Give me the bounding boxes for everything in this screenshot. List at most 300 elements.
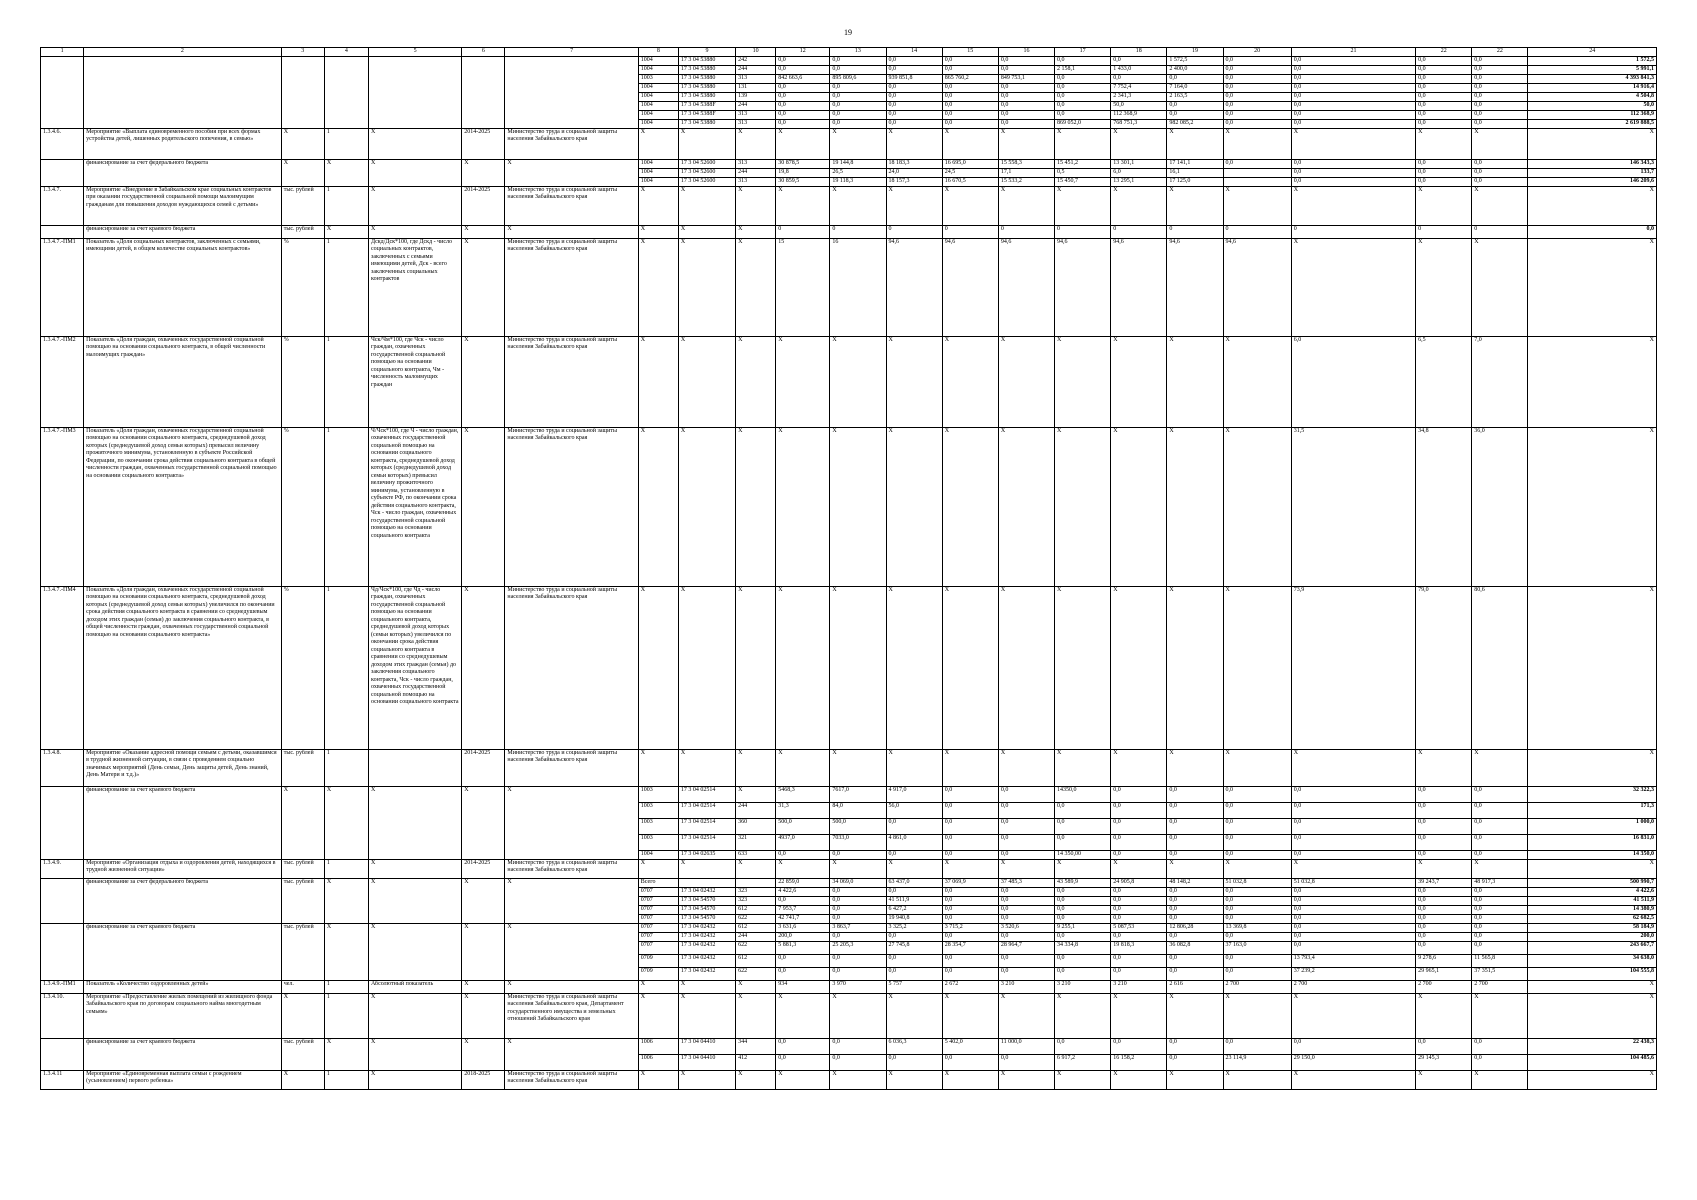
value-cell: Х — [678, 993, 735, 1038]
value-cell: 612 — [736, 954, 776, 967]
value-cell: 5 881,3 — [776, 941, 830, 954]
value-cell: Х — [830, 586, 886, 749]
value-cell: 0,0 — [942, 932, 998, 941]
row-unit: тыс. рублей — [281, 878, 324, 923]
total-cell: 4 504,8 — [1528, 92, 1657, 101]
row-unit: тыс. рублей — [281, 1038, 324, 1070]
value-cell: 17 3 04 02635 — [678, 850, 735, 859]
value-cell: Х — [678, 586, 735, 749]
value-cell: Х — [1111, 586, 1167, 749]
value-cell: Х — [678, 238, 735, 336]
total-cell: 14 380,9 — [1528, 905, 1657, 914]
value-cell: 0,0 — [1416, 110, 1472, 119]
value-cell: 0,0 — [1472, 818, 1528, 834]
value-cell: 934 — [776, 980, 830, 993]
value-cell: Х — [886, 586, 942, 749]
value-cell: 0,0 — [1472, 834, 1528, 850]
value-cell: 1004 — [638, 119, 678, 128]
row-number: 1.3.4.8. — [41, 749, 84, 786]
value-cell: 0,0 — [1416, 834, 1472, 850]
value-cell: Х — [886, 427, 942, 586]
row-c5: Х — [368, 859, 461, 878]
value-cell: 360 — [736, 818, 776, 834]
value-cell: 0 — [1472, 225, 1528, 238]
value-cell: 0,0 — [1223, 834, 1291, 850]
row-c4: Х — [324, 786, 368, 859]
value-cell: Х — [886, 993, 942, 1038]
value-cell: 0,0 — [1167, 818, 1223, 834]
value-cell: 0 — [886, 225, 942, 238]
total-cell: Х — [1528, 993, 1657, 1038]
value-cell: 0,0 — [1223, 101, 1291, 110]
value-cell: 0,0 — [1472, 119, 1528, 128]
value-cell: 94,6 — [998, 238, 1054, 336]
value-cell: 17 3 04 02432 — [678, 941, 735, 954]
value-cell: 0,0 — [1111, 818, 1167, 834]
value-cell: Х — [1223, 186, 1291, 225]
value-cell: 0,0 — [830, 850, 886, 859]
value-cell: 0,0 — [886, 1054, 942, 1070]
value-cell: 313 — [736, 74, 776, 83]
value-cell: 0,0 — [1167, 896, 1223, 905]
value-cell: 0,0 — [1111, 954, 1167, 967]
total-cell: 171,3 — [1528, 802, 1657, 818]
value-cell: 17 3 04 02514 — [678, 818, 735, 834]
value-cell: 869 052,0 — [1055, 119, 1111, 128]
value-cell: 17 3 04 53880 — [678, 119, 735, 128]
value-cell: 37 239,2 — [1291, 967, 1415, 980]
value-cell: 0,0 — [942, 834, 998, 850]
value-cell: 37 163,0 — [1223, 941, 1291, 954]
value-cell: 4 422,6 — [776, 887, 830, 896]
value-cell: 11 000,0 — [998, 1038, 1054, 1054]
value-cell: 51 032,8 — [1223, 878, 1291, 887]
value-cell: 37 351,5 — [1472, 967, 1528, 980]
row-c5: Х — [368, 923, 461, 980]
value-cell: 323 — [736, 887, 776, 896]
value-cell: 0,0 — [776, 119, 830, 128]
value-cell: 0,0 — [886, 887, 942, 896]
value-cell: Х — [1167, 993, 1223, 1038]
value-cell: 0,0 — [1167, 101, 1223, 110]
value-cell: 0,0 — [942, 914, 998, 923]
value-cell: 0,0 — [1055, 101, 1111, 110]
value-cell: 0,0 — [942, 896, 998, 905]
value-cell: 0,0 — [1472, 92, 1528, 101]
total-cell: Х — [1528, 749, 1657, 786]
row-c6: Х — [462, 427, 505, 586]
row-formula: Ч/Чск*100, где Ч - число граждан, охваченных государственной социальной помощью на основании социального контракта, среднедушевой доход которых (среднедушевой доход семьи которых) превысил величину прожиточного минимума, установленную в субъекте РФ, по окончании срока действия социального контракта, Чск - число граждан, охваченных государственной социальной помощью на основании социального контракта — [368, 427, 461, 586]
row-number: 1.3.4.7.-ПМ4 — [41, 586, 84, 749]
row-c4: 1 — [324, 336, 368, 427]
empty-cell — [84, 56, 282, 128]
value-cell: 18 183,3 — [886, 159, 942, 168]
value-cell: 0 — [776, 225, 830, 238]
total-cell: 34 638,0 — [1528, 954, 1657, 967]
value-cell: 2 400,0 — [1167, 65, 1223, 74]
value-cell: 4937,0 — [776, 834, 830, 850]
row-name: Показатель «Доля граждан, охваченных государственной социальной помощью на основании социального контракта, в общей численности малоимущих граждан» — [84, 336, 282, 427]
value-cell: 29 145,3 — [1416, 1054, 1472, 1070]
value-cell: 48 148,2 — [1167, 878, 1223, 887]
value-cell: 0,0 — [998, 65, 1054, 74]
value-cell: 622 — [736, 941, 776, 954]
value-cell: Х — [1416, 128, 1472, 159]
row-name: финансирование за счет краевого бюджета — [84, 1038, 282, 1070]
value-cell: 0,0 — [1223, 887, 1291, 896]
value-cell: 2 158,1 — [1055, 65, 1111, 74]
row-c5: Х — [368, 1070, 461, 1089]
row-number: 1.3.4.9. — [41, 859, 84, 878]
value-cell: Х — [638, 238, 678, 336]
total-cell: 41 511,9 — [1528, 896, 1657, 905]
value-cell: 0,0 — [1055, 834, 1111, 850]
value-cell: 3 210 — [998, 980, 1054, 993]
value-cell: 0,0 — [1111, 802, 1167, 818]
value-cell: Х — [638, 128, 678, 159]
value-cell: Х — [1223, 586, 1291, 749]
value-cell: 7 752,4 — [1111, 83, 1167, 92]
value-cell: 0,0 — [942, 954, 998, 967]
value-cell: Х — [736, 427, 776, 586]
value-cell: 0,0 — [830, 905, 886, 914]
value-cell: 0,0 — [1167, 905, 1223, 914]
value-cell: 0,0 — [886, 56, 942, 65]
total-cell: 104 555,8 — [1528, 967, 1657, 980]
value-cell: 0,0 — [1291, 802, 1415, 818]
value-cell: 0,0 — [1111, 74, 1167, 83]
empty-cell — [462, 56, 505, 128]
value-cell: 15 451,2 — [1055, 159, 1111, 168]
value-cell: 0,0 — [1223, 74, 1291, 83]
row-unit: тыс. рублей — [281, 859, 324, 878]
total-cell: Х — [1528, 128, 1657, 159]
value-cell: 1006 — [638, 1038, 678, 1054]
value-cell: 0 — [1167, 225, 1223, 238]
empty-cell — [324, 56, 368, 128]
row-unit: % — [281, 336, 324, 427]
value-cell: 0,0 — [776, 967, 830, 980]
value-cell: 0,0 — [1416, 65, 1472, 74]
page-number: 19 — [844, 28, 852, 37]
value-cell: 0,0 — [942, 967, 998, 980]
value-cell: 5 087,53 — [1111, 923, 1167, 932]
row-unit: % — [281, 238, 324, 336]
value-cell: 0,0 — [1111, 850, 1167, 859]
total-cell: 4 393 841,3 — [1528, 74, 1657, 83]
value-cell: Х — [736, 336, 776, 427]
value-cell: Х — [776, 586, 830, 749]
row-name: Мероприятие «Внедрение в Забайкальском крае социальных контрактов при оказании государственной социальной помощи малоимущим гражданам для повышения доходов нуждающихся семей с детьми» — [84, 186, 282, 225]
value-cell: 0,0 — [1416, 83, 1472, 92]
value-cell: Х — [776, 128, 830, 159]
value-cell — [736, 878, 776, 887]
row-c4: 1 — [324, 427, 368, 586]
row-formula: Х — [368, 186, 461, 225]
value-cell: 0,0 — [1416, 914, 1472, 923]
value-cell: 0,0 — [1291, 834, 1415, 850]
value-cell: 19 940,8 — [886, 914, 942, 923]
empty-cell — [368, 56, 461, 128]
value-cell: Х — [776, 993, 830, 1038]
value-cell: Х — [830, 186, 886, 225]
table-row — [41, 56, 1657, 65]
value-cell: 0,0 — [1055, 92, 1111, 101]
value-cell: 17 3 04 02432 — [678, 887, 735, 896]
value-cell: 0,0 — [1055, 914, 1111, 923]
row-name: финансирование за счет федерального бюджета — [84, 878, 282, 923]
value-cell: 0,0 — [942, 850, 998, 859]
value-cell: Х — [736, 749, 776, 786]
value-cell: 16 158,2 — [1111, 1054, 1167, 1070]
value-cell: 79,0 — [1416, 586, 1472, 749]
value-cell: 0,0 — [942, 56, 998, 65]
value-cell: 15 558,3 — [998, 159, 1054, 168]
value-cell: Х — [678, 186, 735, 225]
value-cell: 48 917,3 — [1472, 878, 1528, 887]
row-c4: 1 — [324, 993, 368, 1038]
row-unit: тыс. рублей — [281, 186, 324, 225]
value-cell: 94,6 — [942, 238, 998, 336]
value-cell: 0,0 — [1167, 932, 1223, 941]
value-cell: 0,0 — [942, 119, 998, 128]
value-cell: 0,0 — [1167, 967, 1223, 980]
value-cell: 0,0 — [830, 914, 886, 923]
column-header: 3 — [281, 48, 324, 57]
table-row — [41, 1070, 1657, 1089]
value-cell: 17 3 04 53880 — [678, 56, 735, 65]
value-cell: 73,9 — [1291, 586, 1415, 749]
value-cell: Х — [736, 586, 776, 749]
value-cell: 313 — [736, 110, 776, 119]
value-cell: Х — [736, 186, 776, 225]
value-cell: 39 243,7 — [1416, 878, 1472, 887]
value-cell: Х — [998, 859, 1054, 878]
value-cell: Х — [638, 980, 678, 993]
column-header: 10 — [736, 48, 776, 57]
value-cell: 94,6 — [1055, 238, 1111, 336]
value-cell: 2 163,5 — [1167, 92, 1223, 101]
row-c6: Х — [462, 159, 505, 186]
value-cell: 0,0 — [1167, 74, 1223, 83]
value-cell: 1004 — [638, 65, 678, 74]
value-cell: 0,0 — [1416, 1038, 1472, 1054]
value-cell: 17 3 04 5388F — [678, 101, 735, 110]
value-cell: 0,0 — [830, 83, 886, 92]
value-cell: Х — [1111, 336, 1167, 427]
total-cell: 104 485,6 — [1528, 1054, 1657, 1070]
row-number: 1.3.4.7.-ПМ1 — [41, 238, 84, 336]
value-cell: 0,0 — [942, 101, 998, 110]
value-cell: 0,0 — [998, 954, 1054, 967]
row-unit: Х — [281, 128, 324, 159]
value-cell: 24 905,8 — [1111, 878, 1167, 887]
row-name: Показатель «Доля граждан, охваченных государственной социальной помощью на основании социального контракта, среднедушевой доход которых (среднедушевой доход семьи которых) превысил величину прожиточного минимума, установленную в субъекте Российской Федерации, по окончании срока действия социального контракта в общей численности граждан, охваченных государственной социальной помощью на основании социального контракта» — [84, 427, 282, 586]
value-cell: Х — [830, 993, 886, 1038]
value-cell: 0,0 — [1111, 905, 1167, 914]
value-cell: 25 205,3 — [830, 941, 886, 954]
value-cell: 0,0 — [1416, 786, 1472, 802]
value-cell: Х — [830, 859, 886, 878]
value-cell: 0,0 — [776, 850, 830, 859]
value-cell: Х — [1055, 1070, 1111, 1089]
value-cell: 31,3 — [776, 802, 830, 818]
value-cell: 0,0 — [1291, 887, 1415, 896]
value-cell: 0,0 — [830, 101, 886, 110]
column-header: 22 — [1472, 48, 1528, 57]
value-cell: 18 157,3 — [886, 177, 942, 186]
value-cell: 0,0 — [1472, 159, 1528, 168]
value-cell: 0,0 — [1111, 834, 1167, 850]
row-c4: 1 — [324, 1070, 368, 1089]
value-cell: 0,0 — [1472, 786, 1528, 802]
value-cell: Х — [638, 336, 678, 427]
total-cell: Х — [1528, 427, 1657, 586]
value-cell: 1 433,0 — [1111, 65, 1167, 74]
value-cell: Х — [1167, 427, 1223, 586]
value-cell: Х — [678, 427, 735, 586]
value-cell: 30 878,5 — [776, 159, 830, 168]
value-cell: Х — [1472, 1070, 1528, 1089]
value-cell: 139 — [736, 92, 776, 101]
value-cell: 0,0 — [942, 802, 998, 818]
value-cell: 612 — [736, 923, 776, 932]
row-c7: Х — [505, 225, 638, 238]
table-row — [41, 786, 1657, 802]
value-cell: 17 141,1 — [1167, 159, 1223, 168]
value-cell: 0,0 — [1416, 177, 1472, 186]
row-unit: тыс. рублей — [281, 225, 324, 238]
value-cell: 0,0 — [1416, 850, 1472, 859]
row-name: Мероприятие «Выплата единовременного пособия при всех формах устройства детей, лишенных родительского попечения, в семью» — [84, 128, 282, 159]
value-cell: Х — [942, 993, 998, 1038]
row-c6: Х — [462, 238, 505, 336]
value-cell: 0,0 — [1472, 941, 1528, 954]
value-cell: 939 851,8 — [886, 74, 942, 83]
table-row — [41, 993, 1657, 1038]
indicator-row — [41, 980, 1657, 993]
row-unit: чел. — [281, 980, 324, 993]
value-cell: 0,0 — [1055, 887, 1111, 896]
value-cell: 1 572,5 — [1167, 56, 1223, 65]
row-c5: Х — [368, 993, 461, 1038]
row-name: финансирование за счет федерального бюджета — [84, 159, 282, 186]
value-cell: Х — [1055, 128, 1111, 159]
value-cell: Х — [998, 336, 1054, 427]
value-cell: 0,0 — [830, 967, 886, 980]
value-cell: 15 — [776, 238, 830, 336]
row-c4: Х — [324, 1038, 368, 1070]
value-cell: 313 — [736, 159, 776, 168]
value-cell: 0,0 — [942, 110, 998, 119]
row-period: 2014-2025 — [462, 859, 505, 878]
value-cell: 16 695,0 — [942, 159, 998, 168]
table-row — [41, 878, 1657, 887]
value-cell: 1003 — [638, 818, 678, 834]
value-cell: 895 809,6 — [830, 74, 886, 83]
value-cell: 323 — [736, 896, 776, 905]
value-cell: Х — [776, 336, 830, 427]
value-cell: 244 — [736, 65, 776, 74]
value-cell: 0,0 — [1291, 168, 1415, 177]
value-cell: 0,0 — [942, 92, 998, 101]
value-cell: 17 3 04 02432 — [678, 954, 735, 967]
value-cell: 0,0 — [886, 967, 942, 980]
value-cell: 0,0 — [1291, 850, 1415, 859]
value-cell: Х — [942, 586, 998, 749]
value-cell: 28 354,7 — [942, 941, 998, 954]
value-cell: 0,0 — [1416, 159, 1472, 168]
total-cell: Х — [1528, 238, 1657, 336]
row-formula: Абсолютный показатель — [368, 980, 461, 993]
value-cell: 3 715,2 — [942, 923, 998, 932]
value-cell: Х — [776, 859, 830, 878]
row-c6: Х — [462, 1038, 505, 1070]
value-cell: 0,0 — [942, 65, 998, 74]
row-number: 1.3.4.7.-ПМ2 — [41, 336, 84, 427]
column-header: 24 — [1528, 48, 1657, 57]
value-cell: 4 861,0 — [886, 834, 942, 850]
table-row — [41, 1038, 1657, 1054]
value-cell: 865 760,2 — [942, 74, 998, 83]
row-c7: Х — [505, 878, 638, 923]
row-executor: Министерство труда и социальной защиты населения Забайкальского края — [505, 186, 638, 225]
value-cell: 0,0 — [1223, 954, 1291, 967]
value-cell: Х — [998, 993, 1054, 1038]
value-cell: Х — [998, 186, 1054, 225]
value-cell: 3 520,6 — [998, 923, 1054, 932]
value-cell: 17 3 04 53880 — [678, 83, 735, 92]
value-cell: 16 — [830, 238, 886, 336]
value-cell: Х — [1291, 859, 1415, 878]
value-cell: 2 700 — [1291, 980, 1415, 993]
row-formula: Чск/Чм*100, где Чск - число граждан, охваченных государственной социальной помощью на основании социального контракта, Чм - численность малоимущих граждан — [368, 336, 461, 427]
row-name: Мероприятие «Предоставление жилых помещений из жилищного фонда Забайкальского края по договорам социального найма многодетным семьям» — [84, 993, 282, 1038]
value-cell: 0,0 — [1416, 923, 1472, 932]
value-cell: 0,0 — [830, 1054, 886, 1070]
value-cell: 0,0 — [830, 1038, 886, 1054]
row-formula: Дскд/Дск*100, где Дскд - число социальных контрактов, заключенных с семьями имеющими детей, Дск - всего заключенных социальных контрактов — [368, 238, 461, 336]
value-cell: 0,0 — [1223, 119, 1291, 128]
row-number: 1.3.4.11 — [41, 1070, 84, 1089]
value-cell: 94,6 — [1223, 238, 1291, 336]
column-header: 4 — [324, 48, 368, 57]
value-cell: Х — [1055, 186, 1111, 225]
total-cell: 500 990,7 — [1528, 878, 1657, 887]
value-cell: 982 085,2 — [1167, 119, 1223, 128]
value-cell: Х — [1111, 186, 1167, 225]
row-c6: Х — [462, 878, 505, 923]
value-cell: 0,0 — [998, 119, 1054, 128]
value-cell: 1003 — [638, 786, 678, 802]
value-cell: 6 917,2 — [1055, 1054, 1111, 1070]
value-cell: 0,0 — [1291, 92, 1415, 101]
value-cell: Всего — [638, 878, 678, 887]
value-cell: 16 670,5 — [942, 177, 998, 186]
value-cell: 0,0 — [998, 905, 1054, 914]
value-cell: 0,0 — [1416, 896, 1472, 905]
total-cell: 5 991,1 — [1528, 65, 1657, 74]
value-cell: Х — [1167, 586, 1223, 749]
value-cell: Х — [736, 980, 776, 993]
value-cell: 0,0 — [1416, 92, 1472, 101]
value-cell: 200,0 — [776, 932, 830, 941]
value-cell: 2 341,3 — [1111, 92, 1167, 101]
value-cell: Х — [736, 225, 776, 238]
value-cell: 0,0 — [776, 110, 830, 119]
row-name: Мероприятие «Организация отдыха и оздоровления детей, находящихся в трудной жизненной ситуации» — [84, 859, 282, 878]
empty-cell — [41, 159, 84, 186]
